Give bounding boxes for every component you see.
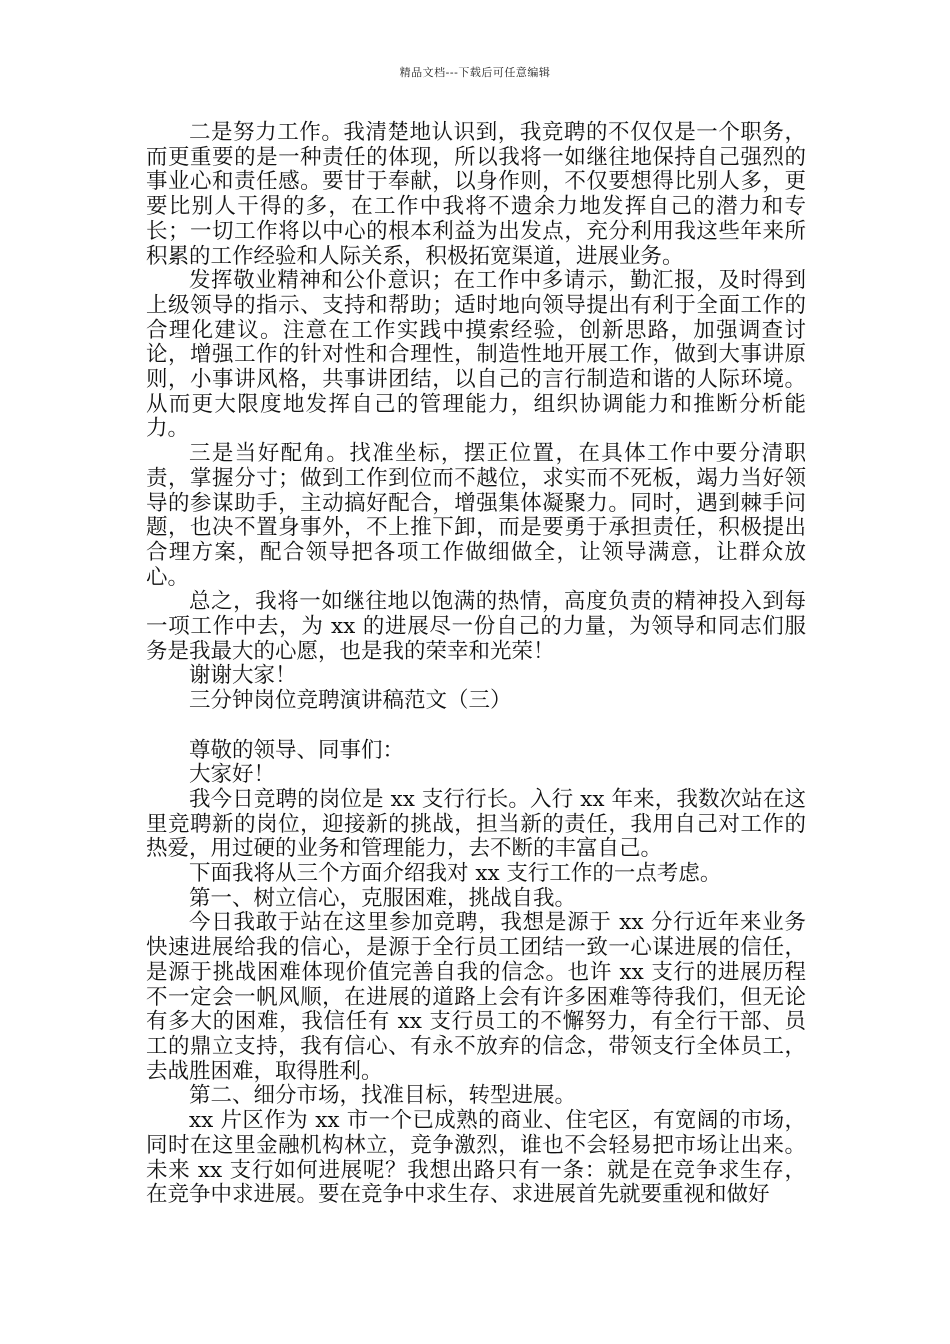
paragraph-market: xx 片区作为 xx 市一个已成熟的商业、住宅区，有宽阔的市场，同时在这里金融机构林立，竞争激烈，谁也不会轻易把市场让出来。未来 xx 支行如何进展呢？我想出路只有一条：就是在竞争求生存，在竞争中求进展。要在竞争中求生存、求进展首先就要重视和做好 (146, 1108, 806, 1208)
paragraph-outline: 下面我将从三个方面介绍我对 xx 支行工作的一点考虑。 (189, 861, 722, 887)
paragraph-confidence: 今日我敢于站在这里参加竞聘，我想是源于 xx 分行近年来业务快速进展给我的信心，是源于全行员工团结一致一心谋进展的信任，是源于挑战困难体现价值完善自我的信念。也许 xx 支行的进展历程不一定会一帆风顺，在进展的道路上会有许多困难等待我们，但无论有多大的困难，我信任有 xx 支行员工的不懈努力，有全行干部、员工的鼎立支持，我有信心、有永不放弃的信念，带领支行全体员工，去战胜困难，取得胜利。 (146, 910, 806, 1084)
paragraph-dedication: 发挥敬业精神和公仆意识；在工作中多请示，勤汇报，及时得到上级领导的指示、支持和帮助；适时地向领导提出有利于全面工作的合理化建议。注意在工作实践中摸索经验，创新思路，加强调查讨论，增强工作的针对性和合理性，制造性地开展工作，做到大事讲原则，小事讲风格，共事讲团结，以自己的言行制造和谐的人际环境。从而更大限度地发挥自己的管理能力，组织协调能力和推断分析能力。 (146, 268, 806, 442)
page-header: 精品文档---下载后可任意编辑 (399, 66, 551, 79)
paragraph-supporting-role: 三是当好配角。找准坐标，摆正位置，在具体工作中要分清职责，掌握分寸；做到工作到位而不越位，求实而不死板，竭力当好领导的参谋助手，主动搞好配合，增强集体凝聚力。同时，遇到棘手问题，也决不置身事外，不上推下卸，而是要勇于承担责任，积极提出合理方案，配合领导把各项工作做细做全，让领导满意，让群众放心。 (146, 441, 806, 590)
greeting: 大家好！ (189, 762, 276, 788)
heading-point-two: 第二、细分市场，找准目标，转型进展。 (189, 1083, 577, 1109)
paragraph-conclusion: 总之，我将一如继往地以饱满的热情，高度负责的精神投入到每一项工作中去，为 xx 的进展尽一份自己的力量，为领导和同志们服务是我最大的心愿，也是我的荣幸和光荣！ (146, 589, 806, 664)
paragraph-work-hard: 二是努力工作。我清楚地认识到，我竞聘的不仅仅是一个职务，而更重要的是一种责任的体现，所以我将一如继往地保持自己强烈的事业心和责任感。要甘于奉献，以身作则，不仅要想得比别人多，更要比别人干得的多，在工作中我将不遗余力地发挥自己的潜力和专长；一切工作将以中心的根本利益为出发点，充分利用我这些年来所积累的工作经验和人际关系，积极拓宽渠道，进展业务。 (146, 120, 806, 269)
document-body (146, 121, 806, 1208)
blank-line (146, 714, 806, 739)
section-title: 三分钟岗位竞聘演讲稿范文（三） (189, 688, 512, 714)
paragraph-position: 我今日竞聘的岗位是 xx 支行行长。入行 xx 年来，我数次站在这里竞聘新的岗位，迎接新的挑战，担当新的责任，我用自己对工作的热爱，用过硬的业务和管理能力，去不断的丰富自己。 (146, 786, 806, 862)
paragraph-thanks: 谢谢大家！ (189, 663, 297, 689)
heading-point-one: 第一、树立信心，克服困难，挑战自我。 (189, 885, 577, 911)
salutation: 尊敬的领导、同事们： (189, 737, 405, 763)
